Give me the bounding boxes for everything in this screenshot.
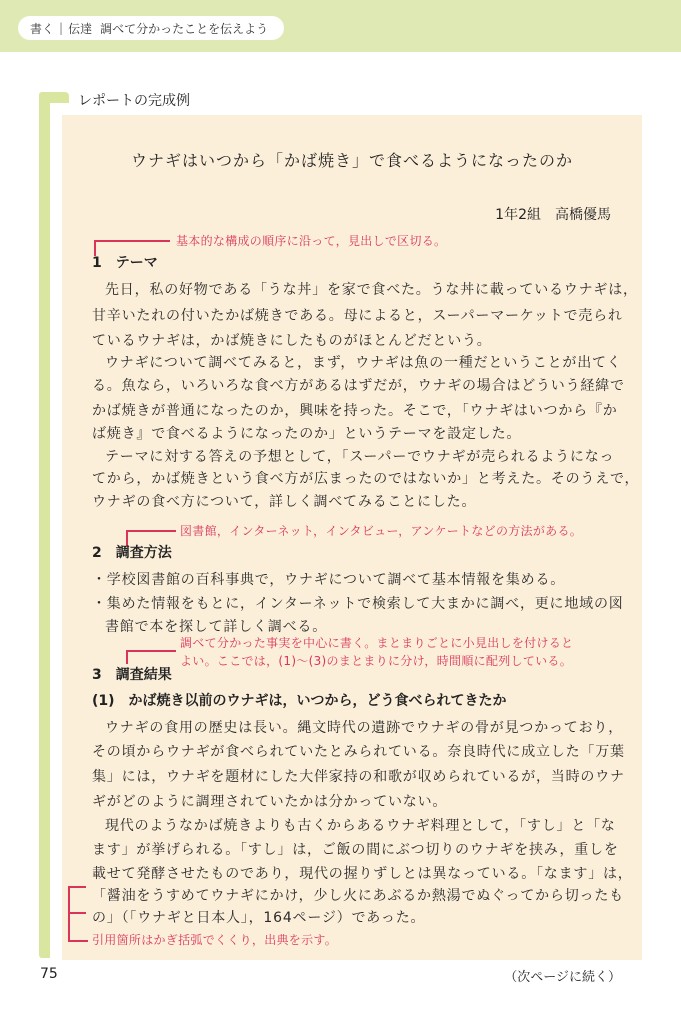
note-2: 図書館，インターネット，インタビュー，アンケートなどの方法がある。: [180, 524, 583, 538]
note2-leader-h: [126, 530, 176, 532]
note-1: 基本的な構成の順序に沿って，見出しで区切る。: [176, 234, 447, 248]
s1-line: 先日，私の好物である「うな丼」を家で食べた。うな丼に載っているウナギは，: [105, 282, 638, 298]
note1-leader-h: [94, 240, 170, 242]
section-3-heading: 3 調査結果: [92, 667, 172, 683]
section-1-heading: 1 テーマ: [92, 255, 158, 271]
header-title: 調べて分かったことを伝えよう: [100, 21, 269, 36]
note-3-line2: よい。ここでは，(1)～(3)のまとまりに分け，時間順に配列している。: [180, 654, 573, 668]
s3-line: 載せて発酵させたものであり，現代の握りずしとは異なっている。「なます」は，: [92, 866, 633, 882]
header-subject-a: 書く: [30, 21, 55, 36]
note4-bracket-bottom: [68, 940, 88, 942]
s3-line: ギがどのように調理されていたかは分かっていない。: [92, 794, 448, 810]
s3-line: その頃からウナギが食べられていたとみられている。奈良時代に成立した「万葉: [92, 744, 625, 760]
s1-line: テーマに対する答えの予想として，「スーパーでウナギが売られるようになっ: [105, 449, 615, 465]
s1-line: ば焼き』で食べるようになったのか」というテーマを設定した。: [92, 426, 522, 442]
note4-bracket-top: [68, 886, 86, 888]
header-subject-b: 伝達: [68, 21, 93, 36]
s1-line: ているウナギは，かば焼きにしたものがほとんどだという。: [92, 333, 492, 349]
note4-bracket-v: [68, 886, 70, 942]
note3-leader-h: [126, 650, 176, 652]
s3-line: の」（「ウナギと日本人」，164ページ）であった。: [92, 910, 426, 926]
s3-line: ウナギの食用の歴史は長い。縄文時代の遺跡でウナギの骨が見つかっており，: [105, 720, 623, 736]
page-number: 75: [40, 966, 58, 982]
section-3-subheading: (1) かば焼き以前のウナギは，いつから，どう食べられてきたか: [92, 693, 507, 709]
header-pill: [18, 16, 284, 40]
note3-leader-v: [126, 650, 128, 664]
s1-line: かば焼きが普通になったのか，興味を持った。そこで，「ウナギはいつから『か: [92, 403, 618, 419]
s2-line: 書館で本を探して詳しく調べる。: [105, 619, 327, 635]
s3-line: 現代のようなかば焼きよりも古くからあるウナギ料理として，「すし」と「な: [105, 818, 616, 834]
section-2-heading: 2 調査方法: [92, 545, 172, 561]
s2-line: ・集めた情報をもとに，インターネットで検索して大まかに調べ，更に地域の図: [92, 596, 624, 612]
report-author: 1年2組 高橋優馬: [495, 207, 611, 223]
s1-line: ウナギの食べ方について，詳しく調べてみることにした。: [92, 494, 477, 510]
left-accent-bar: [39, 92, 50, 958]
s3-line: 「醤油をうすめてウナギにかけ，少し火にあぶるか熱湯でぬぐってから切ったも: [92, 888, 624, 904]
s1-line: 甘辛いたれの付いたかば焼きである。母によると，スーパーマーケットで売られ: [92, 308, 623, 324]
s1-line: てから，かば焼きという食べ方が広まったのではないか」と考えた。そのうえで，: [92, 471, 640, 487]
report-title: ウナギはいつから「かば焼き」で食べるようになったのか: [130, 151, 573, 170]
s1-line: ウナギについて調べてみると，まず，ウナギは魚の一種だということが出てく: [105, 355, 622, 371]
continued-label: （次ページに続く）: [504, 970, 621, 985]
note-3-line1: 調べて分かった事実を中心に書く。まとまりごとに小見出しを付けると: [180, 636, 574, 650]
left-accent-cap: [39, 92, 69, 103]
note-4: 引用箇所はかぎ括弧でくくり，出典を示す。: [92, 933, 338, 947]
header-separator: |: [59, 21, 64, 35]
s1-line: る。魚なら，いろいろな食べ方があるはずだが，ウナギの場合はどういう経緯で: [92, 378, 625, 394]
s3-line: ます」が挙げられる。「すし」は，ご飯の間にぶつ切りのウナギを挟み，重しを: [92, 842, 619, 858]
s3-line: 集」には，ウナギを題材にした大伴家持の和歌が収められているが，当時のウナ: [92, 769, 625, 785]
note4-bracket-mid: [68, 912, 86, 914]
section-label: レポートの完成例: [78, 93, 190, 109]
s2-line: ・学校図書館の百科事典で，ウナギについて調べて基本情報を集める。: [92, 572, 566, 588]
